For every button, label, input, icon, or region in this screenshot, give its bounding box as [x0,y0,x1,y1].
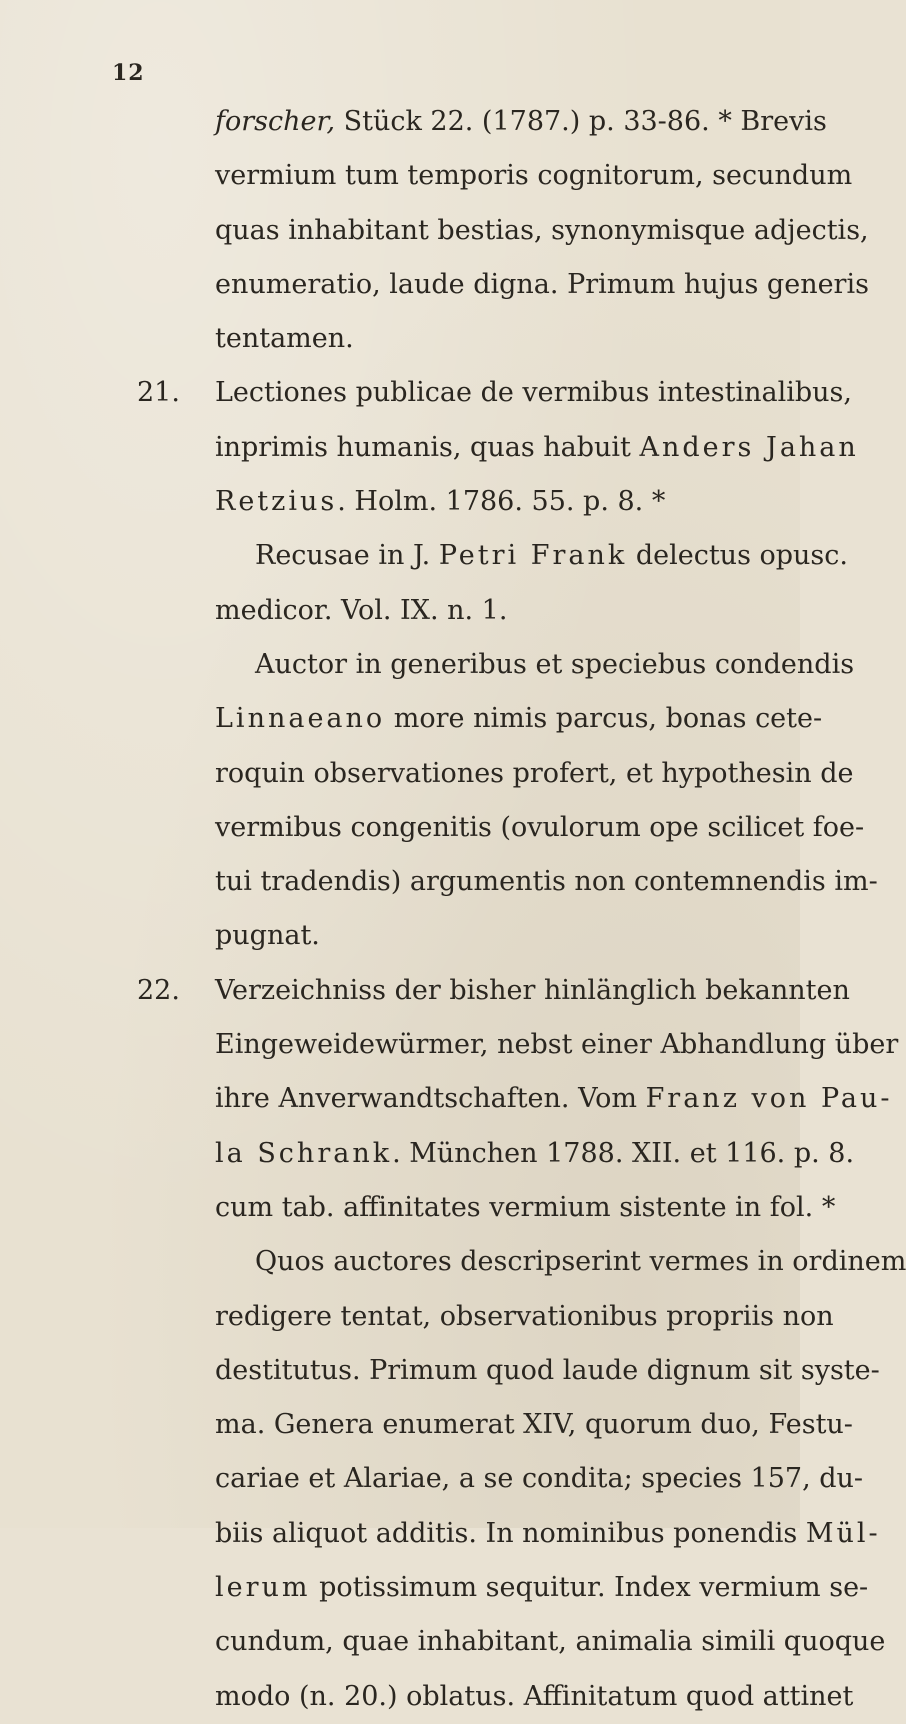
text-line [215,1452,864,1506]
entry-number: 22. [137,974,180,1006]
text-line [215,1398,853,1452]
text-line [255,638,855,692]
text-line [215,421,859,475]
text-line [215,204,869,258]
text-line [215,475,775,529]
text-run: modo (n. 20.) oblatus. Affinitatum quod attinet [215,1680,854,1712]
text-line [215,1181,836,1235]
text-line [215,801,865,855]
text-line [215,909,775,963]
text-run: Eingeweidewürmer, nebst einer Abhandlung über [215,1029,899,1061]
text-line [215,1072,893,1126]
text-line [255,1235,906,1289]
entry-number: 21. [137,377,180,409]
text-run: . München 1788. XII. et 116. p. 8. [392,1137,855,1169]
text-run: Auctor in generibus et speciebus condendis [255,648,855,680]
page-number: 12 [112,60,145,86]
text-line [215,692,823,746]
spaced-name: Retzius [215,486,338,518]
text-run: biis aliquot additis. In nominibus ponendis [215,1517,806,1549]
italic-text: forscher, [215,106,336,137]
text-run: vermium tum temporis cognitorum, secundum [215,160,853,192]
text-run: Lectiones publicae de vermibus intestinalibus, [215,377,852,409]
text-line [137,366,852,420]
text-run: vermibus congenitis (ovulorum ope scilicet foe- [215,811,865,843]
spaced-name: Petri Frank [438,540,628,572]
text-run: cum tab. affinitates vermium sistente in fol. * [215,1191,836,1223]
text-run: roquin observationes profert, et hypothesin de [215,757,854,789]
text-line [215,1670,854,1724]
text-line [215,747,854,801]
text-run: more nimis parcus, bonas cete- [385,703,823,735]
text-line [137,964,850,1018]
text-line [215,855,878,909]
text-line [215,1615,886,1669]
spaced-name: la Schrank [215,1137,393,1169]
text-run: . Holm. 1786. 55. p. 8. * [337,486,666,518]
text-run: destitutus. Primum quod laude dignum sit syste- [215,1354,880,1386]
spaced-name: Linnaeano [215,703,386,735]
text-line [215,1344,880,1398]
text-run: pugnat. [215,920,320,952]
text-line [215,1561,869,1615]
text-run: cundum, quae inhabitant, animalia simili quoque [215,1626,886,1658]
text-run: medicor. Vol. IX. n. 1. [215,594,508,626]
text-run: Quos auctores descripserint vermes in ordinem [255,1246,906,1278]
text-line [215,1127,855,1181]
text-run: cariae et Alariae, a se condita; species 157, du- [215,1463,864,1495]
text-line [215,95,827,149]
text-line [215,258,869,312]
spaced-name: Franz von Pau- [645,1083,893,1115]
text-line [215,149,853,203]
text-line [215,312,775,366]
text-run: ma. Genera enumerat XIV, quorum duo, Festu- [215,1409,853,1441]
text-line [255,529,848,583]
text-line [215,1290,834,1344]
text-run: Recusae in J. [255,540,439,572]
text-run: quas inhabitant bestias, synonymisque adjectis, [215,214,869,246]
text-line [215,1018,899,1072]
text-run: delectus opusc. [627,540,848,572]
text-run: redigere tentat, observationibus propriis non [215,1300,834,1332]
spaced-name: Anders Jahan [639,431,859,463]
text-line [215,1507,881,1561]
text-run: enumeratio, laude digna. Primum hujus generis [215,268,869,300]
body-text [137,95,906,1724]
text-run: inprimis humanis, quas habuit [215,431,640,463]
text-run: Verzeichniss der bisher hinlänglich bekannten [215,974,850,1006]
text-run: potissimum sequitur. Index vermium se- [310,1572,869,1604]
text-run: tui tradendis) argumentis non contemnendis im- [215,866,878,898]
text-line [215,584,775,638]
spaced-name: Mül- [805,1517,881,1549]
text-run: ihre Anverwandtschaften. Vom [215,1083,646,1115]
spaced-name: lerum [215,1572,311,1604]
text-run: tentamen. [215,323,354,355]
text-run: Stück 22. (1787.) p. 33-86. * Brevis [335,106,827,137]
